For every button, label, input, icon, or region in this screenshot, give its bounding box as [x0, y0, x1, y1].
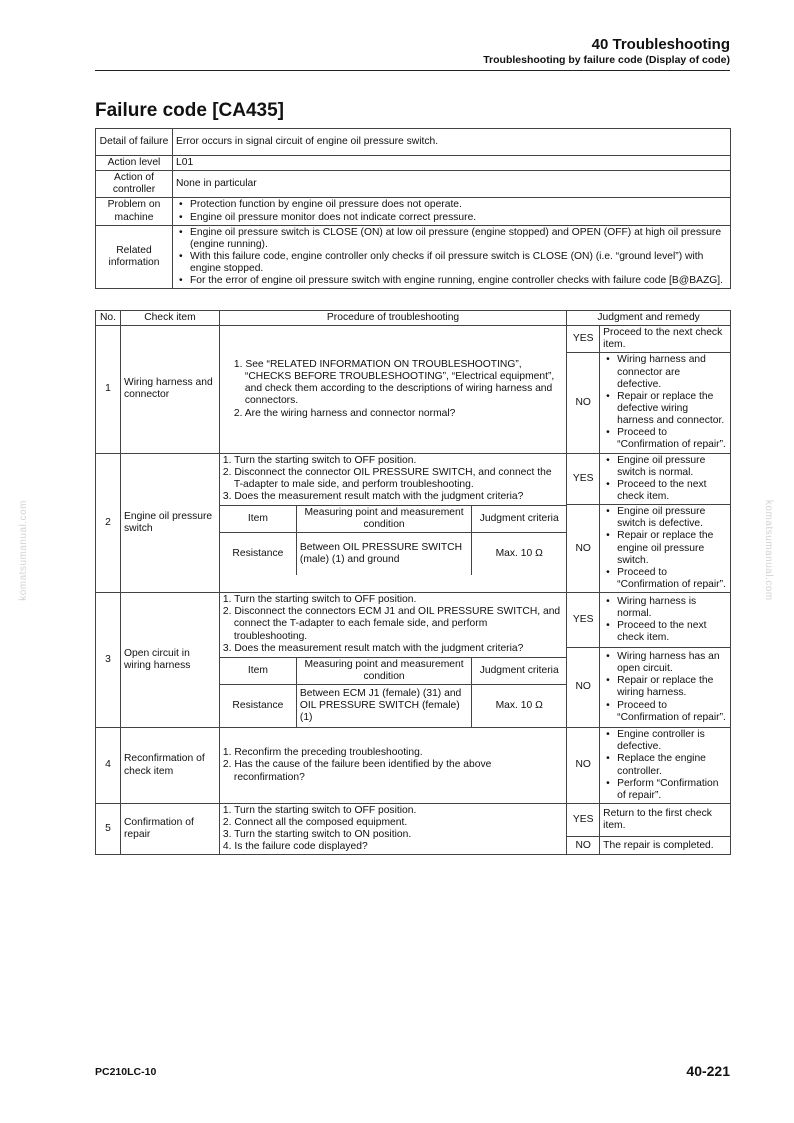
no-label: NO: [567, 647, 600, 727]
procedure-step: 2. Disconnect the connector OIL PRESSURE SWITCH, and connect the T-adapter to male side, and perform troubleshooting.: [222, 466, 552, 490]
section-title: 40 Troubleshooting: [591, 36, 730, 53]
watermark-right: komatsumanual.com: [763, 500, 774, 601]
related-row: [96, 225, 731, 289]
yes-remedy: [600, 593, 731, 648]
header-divider: [95, 70, 730, 71]
procedure-cell: [219, 593, 566, 728]
measure-header-item: Item: [220, 657, 297, 684]
no-label: NO: [567, 505, 600, 593]
col-header-judgment: Judgment and remedy: [567, 311, 731, 326]
procedure-step: 2. Has the cause of the failure been identified by the above reconfirmation?: [222, 759, 492, 783]
yes-label: YES: [567, 593, 600, 648]
list-item: • Replace the engine controller.: [617, 753, 727, 777]
procedure-cell: [219, 803, 566, 855]
list-item: • Repair or replace the defective wiring harness and connector.: [617, 391, 727, 427]
procedure-step: 3. Does the measurement result match with the judgment criteria?: [222, 642, 524, 654]
action-level-label: Action level: [96, 156, 173, 171]
procedure-step: 1. Turn the starting switch to OFF position.: [222, 594, 417, 606]
yes-label: YES: [567, 453, 600, 505]
measurement-header-row: [220, 506, 566, 533]
measurement-row: [220, 685, 566, 728]
measure-header-criteria: Judgment criteria: [472, 657, 567, 684]
procedure-step: 2. Disconnect the connectors ECM J1 and OIL PRESSURE SWITCH, and connect the T-adapter to each female side, and perform troubleshooting.: [222, 606, 561, 642]
measurement-row: [220, 533, 566, 576]
list-item: • Engine controller is defective.: [617, 729, 727, 753]
measurement-table: [220, 505, 566, 575]
measure-item: Resistance: [220, 533, 297, 576]
troubleshooting-table: [95, 310, 731, 855]
watermark-left: komatsumanual.com: [18, 500, 29, 601]
measure-header-point: Measuring point and measurement condition: [296, 506, 471, 533]
yes-remedy: [600, 453, 731, 505]
list-item: • Repair or replace the engine oil pressure switch.: [617, 530, 727, 566]
procedure-step: 1. Turn the starting switch to OFF position.: [222, 804, 417, 816]
list-item: • Proceed to the next check item.: [617, 479, 727, 503]
row-number: 2: [96, 453, 121, 593]
measure-point: Between ECM J1 (female) (31) and OIL PRESSURE SWITCH (female) (1): [296, 685, 471, 728]
list-item: • For the error of engine oil pressure switch with engine running, engine controller checks with failure code [B@BAZG].: [190, 275, 727, 287]
procedure-step: 3. Turn the starting switch to ON position.: [222, 829, 412, 841]
procedure-step: 1. Reconfirm the preceding troubleshooting.: [222, 747, 423, 759]
procedure-cell: [219, 326, 566, 453]
table-row: [96, 453, 731, 505]
no-remedy: [600, 353, 731, 453]
detail-value: Error occurs in signal circuit of engine oil pressure switch.: [173, 129, 731, 156]
list-item: • Wiring harness is normal.: [617, 596, 727, 620]
no-remedy: [600, 505, 731, 593]
action-level-value: L01: [173, 156, 731, 171]
model-label: PC210LC-10: [95, 1066, 157, 1078]
list-item: • Proceed to “Confirmation of repair”.: [617, 567, 727, 591]
problem-row: [96, 198, 731, 225]
measure-item: Resistance: [220, 685, 297, 728]
detail-label: Detail of failure: [96, 129, 173, 156]
row-number: 3: [96, 593, 121, 728]
table-header-row: [96, 311, 731, 326]
row-number: 1: [96, 326, 121, 453]
check-item: Open circuit in wiring harness: [120, 593, 219, 728]
action-controller-row: [96, 171, 731, 198]
measure-criteria: Max. 10 Ω: [472, 533, 567, 576]
related-value: [173, 225, 731, 289]
no-remedy: The repair is completed.: [600, 837, 731, 855]
check-item: Confirmation of repair: [120, 803, 219, 855]
col-header-no: No.: [96, 311, 121, 326]
check-item: Engine oil pressure switch: [120, 453, 219, 593]
procedure-step: 4. Is the failure code displayed?: [222, 841, 368, 853]
table-row: [96, 728, 731, 804]
page-number: 40-221: [686, 1063, 730, 1079]
table-row: [96, 803, 731, 836]
failure-info-table: [95, 128, 731, 289]
table-row: [96, 326, 731, 353]
detail-row: [96, 129, 731, 156]
measure-header-point: Measuring point and measurement condition: [296, 657, 471, 684]
list-item: • Protection function by engine oil pressure does not operate.: [190, 199, 727, 211]
list-item: • Engine oil pressure monitor does not indicate correct pressure.: [190, 212, 727, 224]
no-remedy: [600, 647, 731, 727]
row-number: 4: [96, 728, 121, 804]
list-item: • Wiring harness has an open circuit.: [617, 651, 727, 675]
section-subtitle: Troubleshooting by failure code (Display of code): [483, 54, 730, 66]
list-item: • Engine oil pressure switch is CLOSE (ON) at low oil pressure (engine stopped) and OPEN (OFF) at high oil pressure (engine running).: [190, 227, 727, 251]
list-item: • Repair or replace the wiring harness.: [617, 675, 727, 699]
action-level-row: [96, 156, 731, 171]
no-label: NO: [567, 728, 600, 804]
page-title: Failure code [CA435]: [95, 100, 284, 121]
measure-criteria: Max. 10 Ω: [472, 685, 567, 728]
problem-value: [173, 198, 731, 225]
procedure-cell: [219, 453, 566, 593]
list-item: • Wiring harness and connector are defective.: [617, 354, 727, 390]
measurement-header-row: [220, 657, 566, 684]
procedure-step: 1. Turn the starting switch to OFF position.: [222, 454, 417, 466]
action-controller-value: None in particular: [173, 171, 731, 198]
table-row: [96, 593, 731, 648]
related-label: Related information: [96, 225, 173, 289]
list-item: • Proceed to “Confirmation of repair”.: [617, 427, 727, 451]
col-header-procedure: Procedure of troubleshooting: [219, 311, 566, 326]
check-item: Wiring harness and connector: [120, 326, 219, 453]
no-remedy: [600, 728, 731, 804]
check-item: Reconfirmation of check item: [120, 728, 219, 804]
procedure-step: 1. See “RELATED INFORMATION ON TROUBLESHOOTING”, “CHECKS BEFORE TROUBLESHOOTING”, “Electrical equipment”, and check them according to the descriptions of wiring harness and connectors.: [233, 358, 555, 407]
yes-remedy: Return to the first check item.: [600, 803, 731, 836]
no-label: NO: [567, 837, 600, 855]
list-item: • Proceed to the next check item.: [617, 620, 727, 644]
procedure-cell: [219, 728, 566, 804]
measure-header-item: Item: [220, 506, 297, 533]
col-header-check: Check item: [120, 311, 219, 326]
yes-remedy: Proceed to the next check item.: [600, 326, 731, 353]
procedure-step: 2. Connect all the composed equipment.: [222, 817, 408, 829]
list-item: • Engine oil pressure switch is normal.: [617, 455, 727, 479]
list-item: • Perform “Confirmation of repair”.: [617, 778, 727, 802]
procedure-step: 2. Are the wiring harness and connector normal?: [233, 407, 456, 419]
list-item: • Engine oil pressure switch is defective.: [617, 506, 727, 530]
yes-label: YES: [567, 803, 600, 836]
problem-label: Problem on machine: [96, 198, 173, 225]
list-item: • Proceed to “Confirmation of repair”.: [617, 700, 727, 724]
action-controller-label: Action of controller: [96, 171, 173, 198]
measurement-table: [220, 657, 566, 727]
measure-point: Between OIL PRESSURE SWITCH (male) (1) and ground: [296, 533, 471, 576]
procedure-step: 3. Does the measurement result match with the judgment criteria?: [222, 490, 524, 502]
measure-header-criteria: Judgment criteria: [472, 506, 567, 533]
yes-label: YES: [567, 326, 600, 353]
no-label: NO: [567, 353, 600, 453]
row-number: 5: [96, 803, 121, 855]
list-item: • With this failure code, engine controller only checks if oil pressure switch is CLOSE (ON) (i.e. “ground level”) with engine stopped.: [190, 251, 727, 275]
